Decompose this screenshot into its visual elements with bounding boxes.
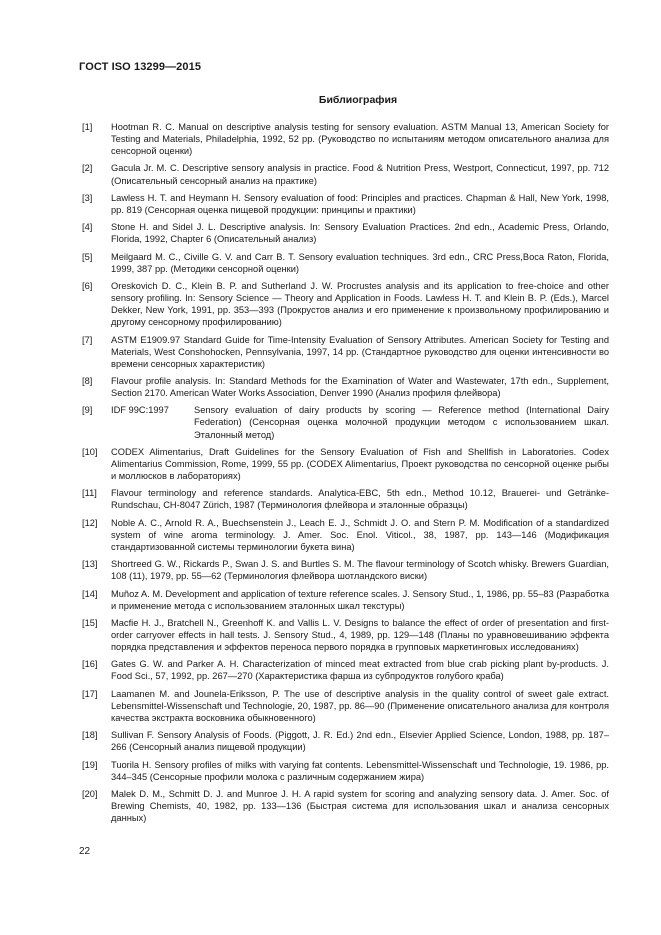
reference-text: Malek D. M., Schmitt D. J. and Munroe J. H. A rapid system for scoring and analyzing sensory data. J. Amer. Soc. of Brewing Chemists, 40, 1982, pp. 133—136 (Быстрая система для использования шкал и анализа сенсорных данных) [111, 788, 609, 824]
reference-number: [2] [82, 163, 93, 174]
document-header: ГОСТ ISO 13299—2015 [79, 61, 202, 73]
reference-text: Tuorila H. Sensory profiles of milks with varying fat contents. Lebensmittel-Wissenschaft und Technologie, 19. 1986, pp. 344–345 (Сенсорные профили молока с различным содержанием жира) [111, 759, 609, 782]
reference-text: Macfie H. J., Bratchell N., Greenhoff K. and Vallis L. V. Designs to balance the effect of order of presentation and first-order carryover effects in hall tests. J. Sensory Stud., 4, 1989, pp. 129—148 (Планы по уравновешиванию эффекта порядка представления и эффектов переноса первого порядка в групповых маркетинговых исследованиях) [111, 617, 609, 653]
reference-text: Lawless H. T. and Heymann H. Sensory evaluation of food: Principles and practices. Chapman & Hall, New York, 1998, pp. 819 (Сенсорная оценка пищевой продукции: принципы и практики) [111, 192, 609, 215]
reference-item [82, 788, 609, 824]
reference-text: Noble A. C., Arnold R. A., Buechsenstein J., Leach E. J., Schmidt J. O. and Stern P. M. Modification of a standardized system of wine aroma terminology. J. Amer. Soc. Enol. Viticol., 38, 1987, pp. 143—146 (Модификация стандартизованной системы терминологии букета вина) [111, 517, 609, 552]
reference-text: Flavour profile analysis. In: Standard Methods for the Examination of Water and Wastewater, 17th edn., Supplement, Section 2170. American Water Works Association, Denver 1990 (Анализ профиля флейвора) [111, 376, 609, 399]
reference-text: Sullivan F. Sensory Analysis of Foods. (Piggott, J. R. Ed.) 2nd edn., Elsevier Applied Science, London, 1988, pp. 187–266 (Сенсорный анализ пищевой продукции) [111, 730, 609, 753]
reference-number: [17] [82, 688, 98, 699]
reference-number: [11] [82, 488, 97, 499]
reference-text: ASTM E1909.97 Standard Guide for Time-Intensity Evaluation of Sensory Attributes. American Society for Testing and Materials, West Conshohocken, Pennsylvania, 1997, 14 pp. (Стандартное руководство для оценки интенсивности во времени сенсорных характеристик) [111, 334, 609, 369]
reference-text: Meilgaard M. C., Civille G. V. and Carr B. T. Sensory evaluation techniques. 3rd edn., CRC Press,Boca Raton, Florida, 1999, 387 pp. (Методики сенсорной оценки) [111, 251, 609, 274]
reference-number: [16] [82, 659, 98, 670]
reference-number: [13] [82, 559, 98, 570]
reference-item [82, 121, 609, 157]
reference-item [82, 192, 609, 216]
reference-text: Hootman R. C. Manual on descriptive analysis testing for sensory evaluation. ASTM Manual 13, American Society for Testing and Materials, Philadelphia, 1992, 52 pp. (Руководство по испытаниям методом описательного анализа для сенсорной оценки) [111, 122, 609, 157]
reference-number: [4] [82, 222, 93, 233]
reference-item [82, 280, 609, 328]
reference-number: [7] [82, 334, 93, 345]
reference-item [82, 558, 609, 582]
reference-number: [6] [82, 280, 93, 291]
reference-item [82, 446, 609, 482]
reference-number: [5] [82, 251, 93, 262]
reference-number: [1] [82, 122, 93, 132]
reference-item [82, 617, 609, 653]
reference-number: [15] [82, 617, 98, 628]
reference-text: Oreskovich D. C., Klein B. P. and Sutherland J. W. Procrustes analysis and its application to free-choice and other sensory profiling. In: Sensory Science — Theory and Application in Foods. Lawless H. T. and Klein B. P. (Eds.), Marcel Dekker, New York, 1991, pp. 353—393 (Прокрустов анализ и его применение к произвольному профилированию и другому сенсорному профилированию) [111, 280, 609, 328]
page-number: 22 [79, 846, 91, 857]
reference-number: [8] [82, 376, 93, 386]
reference-text: Laamanen M. and Jounela-Eriksson, P. The use of descriptive analysis in the quality control of sweet gale extract. Lebensmittel-Wissenschaft und Technologie, 20, 1987, pp. 86—90 (Применение описательного анализа для контроля качества экстракта восковника обыкновенного) [111, 688, 609, 723]
reference-number: [19] [82, 759, 98, 770]
reference-item [82, 251, 609, 275]
reference-text: Muñoz A. M. Development and application of texture reference scales. J. Sensory Stud., 1, 1986, pp. 55–83 (Разработка и применение метода с использованием эталонных шкал текстуры) [111, 588, 609, 611]
reference-body [111, 404, 609, 440]
reference-item [82, 658, 609, 682]
reference-number: [12] [82, 517, 98, 528]
reference-number: [9] [82, 405, 93, 416]
reference-item [82, 729, 609, 753]
reference-number: [18] [82, 730, 98, 741]
reference-item [82, 517, 609, 553]
reference-text: Flavour terminology and reference standards. Analytica-EBC, 5th edn., Method 10.12, Brauerei- und Getränke-Rundschau, CH-8047 Zürich, 1987 (Терминология флейвора и эталонные образцы) [111, 488, 609, 511]
reference-text: Sensory evaluation of dairy products by scoring — Reference method (International Dairy Federation) (Сенсорная оценка молочной продукции методом с использованием шкал. Эталонный метод) [194, 405, 609, 440]
reference-item [82, 487, 609, 511]
reference-number: [14] [82, 588, 98, 599]
reference-number: [3] [82, 192, 93, 203]
reference-text: Gacula Jr. M. C. Descriptive sensory analysis in practice. Food & Nutrition Press, Westport, Connecticut, 1997, pp. 712 (Описательный сенсорный анализ на практике) [111, 163, 609, 186]
reference-item [82, 162, 609, 186]
bibliography-list [82, 121, 609, 829]
section-title: Библиография [318, 94, 398, 106]
reference-text: Shortreed G. W., Rickards P., Swan J. S. and Burtles S. M. The flavour terminology of Scotch whisky. Brewers Guardian, 108 (11), 1979, pp. 55—62 (Терминология флейвора шотландского виски) [111, 559, 609, 582]
reference-item [82, 375, 609, 399]
reference-text: Gates G. W. and Parker A. H. Characterization of minced meat extracted from blue crab picking plant by-products. J. Food Sci., 57, 1992, pp. 267—270 (Характеристика фарша из субпродуктов голубого краба) [111, 659, 609, 682]
reference-number: [10] [82, 446, 98, 457]
reference-number: [20] [82, 788, 98, 799]
reference-code: IDF 99C:1997 [111, 405, 169, 416]
reference-item [82, 688, 609, 724]
reference-item [82, 221, 609, 245]
reference-item [82, 759, 609, 783]
reference-text: Stone H. and Sidel J. L. Descriptive analysis. In: Sensory Evaluation Practices. 2nd edn., Academic Press, Orlando, Florida, 1992, Chapter 6 (Описательный анализ) [111, 222, 609, 245]
reference-item [82, 404, 609, 440]
reference-item [82, 334, 609, 370]
reference-item [82, 588, 609, 612]
reference-text: CODEX Alimentarius, Draft Guidelines for the Sensory Evaluation of Fish and Shellfish in Laboratories. Codex Alimentarius Commission, Rome, 1999, 55 pp. (CODEX Alimentarius, Проект руководства по сенсорной оценке рыбы и моллюсков в лабораториях) [111, 446, 609, 482]
